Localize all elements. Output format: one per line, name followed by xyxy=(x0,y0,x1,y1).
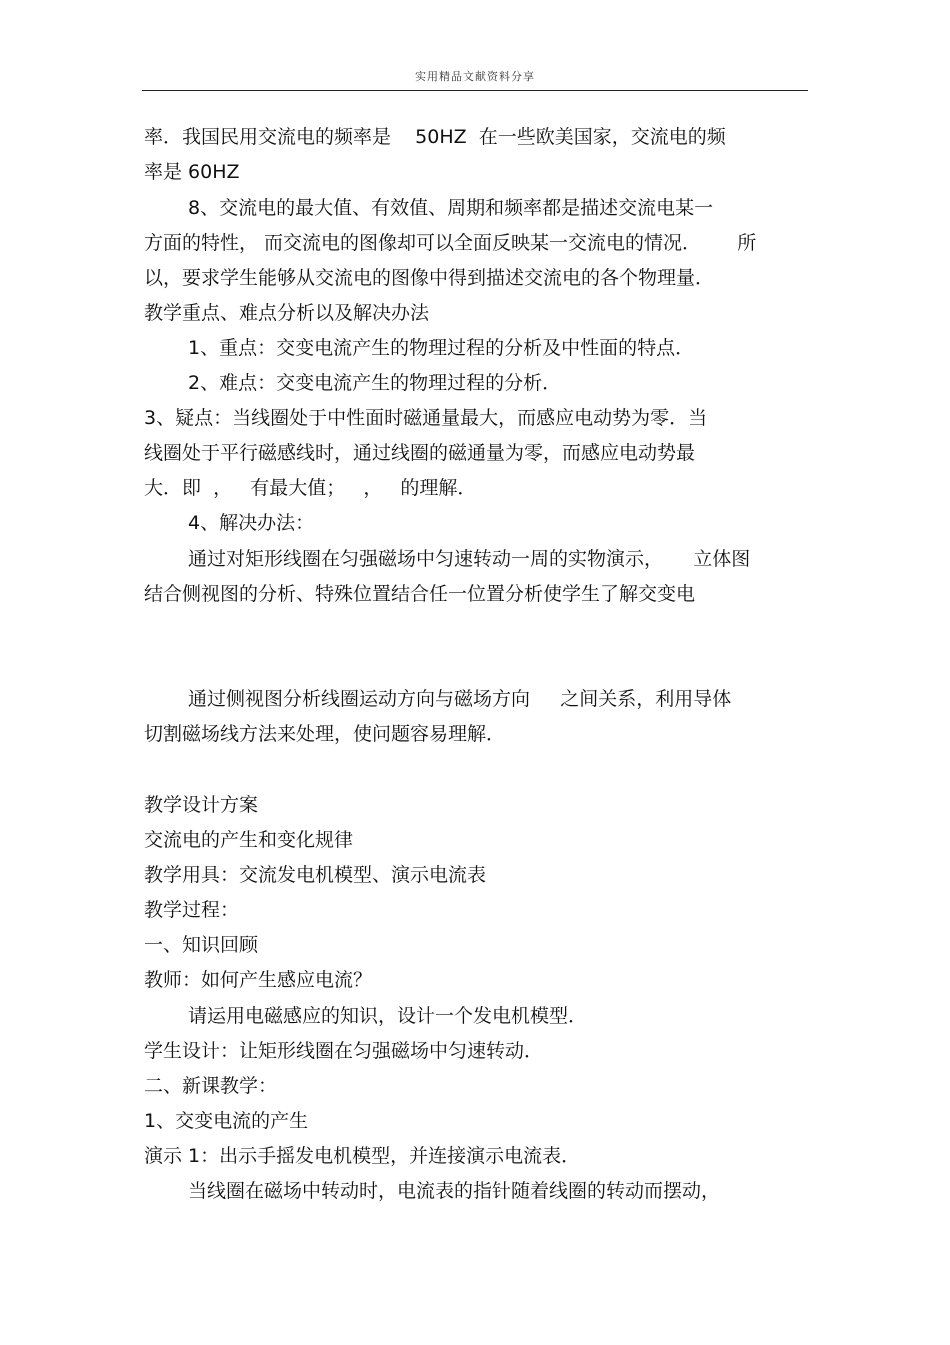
text-line: 率．我国民用交流电的频率是 50HZ 在一些欧美国家，交流电的频 xyxy=(144,126,726,148)
text-line: 切割磁场线方法来处理，使问题容易理解． xyxy=(144,723,506,745)
text-line: 以，要求学生能够从交流电的图像中得到描述交流电的各个物理量． xyxy=(144,267,715,289)
text-line: 3、疑点：当线圈处于中性面时磁通量最大，而感应电动势为零．当 xyxy=(144,407,708,429)
text-line: 学生设计：让矩形线圈在匀强磁场中匀速转动． xyxy=(144,1040,544,1062)
text-line: 4、解决办法： xyxy=(188,512,315,534)
text-line: 请运用电磁感应的知识，设计一个发电机模型． xyxy=(188,1005,588,1027)
section-heading: 教学重点、难点分析以及解决办法 xyxy=(144,302,430,324)
text-line: 教学用具：交流发电机模型、演示电流表 xyxy=(144,864,487,886)
text-line: 2、难点：交变电流产生的物理过程的分析． xyxy=(188,372,562,394)
text-line: 方面的特性， 而交流电的图像却可以全面反映某一交流电的情况． 所 xyxy=(144,232,757,254)
text-line: 线圈处于平行磁感线时，通过线圈的磁通量为零，而感应电动势最 xyxy=(144,442,696,464)
text-line: 1、交变电流的产生 xyxy=(144,1110,309,1132)
text-line: 教学过程： xyxy=(144,899,240,921)
text-line: 通过对矩形线圈在匀强磁场中匀速转动一周的实物演示， 立体图 xyxy=(188,548,751,570)
text-line: 率是 60HZ xyxy=(144,161,240,183)
text-line: 大．即 ， 有最大值； ， 的理解． xyxy=(144,477,477,499)
text-line: 结合侧视图的分析、特殊位置结合任一位置分析使学生了解交变电 xyxy=(144,583,696,605)
text-line: 教师：如何产生感应电流？ xyxy=(144,969,373,991)
header-divider xyxy=(142,90,808,91)
text-line: 一、知识回顾 xyxy=(144,934,259,956)
text-line: 当线圈在磁场中转动时，电流表的指针随着线圈的转动而摆动， xyxy=(188,1180,721,1202)
section-heading: 教学设计方案 xyxy=(144,794,259,816)
text-line: 演示 1：出示手摇发电机模型，并连接演示电流表． xyxy=(144,1145,581,1167)
text-line: 通过侧视图分析线圈运动方向与磁场方向 之间关系，利用导体 xyxy=(188,688,732,710)
text-line: 二、新课教学： xyxy=(144,1075,278,1097)
text-line: 8、交流电的最大值、有效值、周期和频率都是描述交流电某一 xyxy=(188,197,714,219)
page-header: 实用精品文献资料分享 xyxy=(415,70,535,83)
text-line: 交流电的产生和变化规律 xyxy=(144,829,354,851)
text-line: 1、重点：交变电流产生的物理过程的分析及中性面的特点． xyxy=(188,337,695,359)
